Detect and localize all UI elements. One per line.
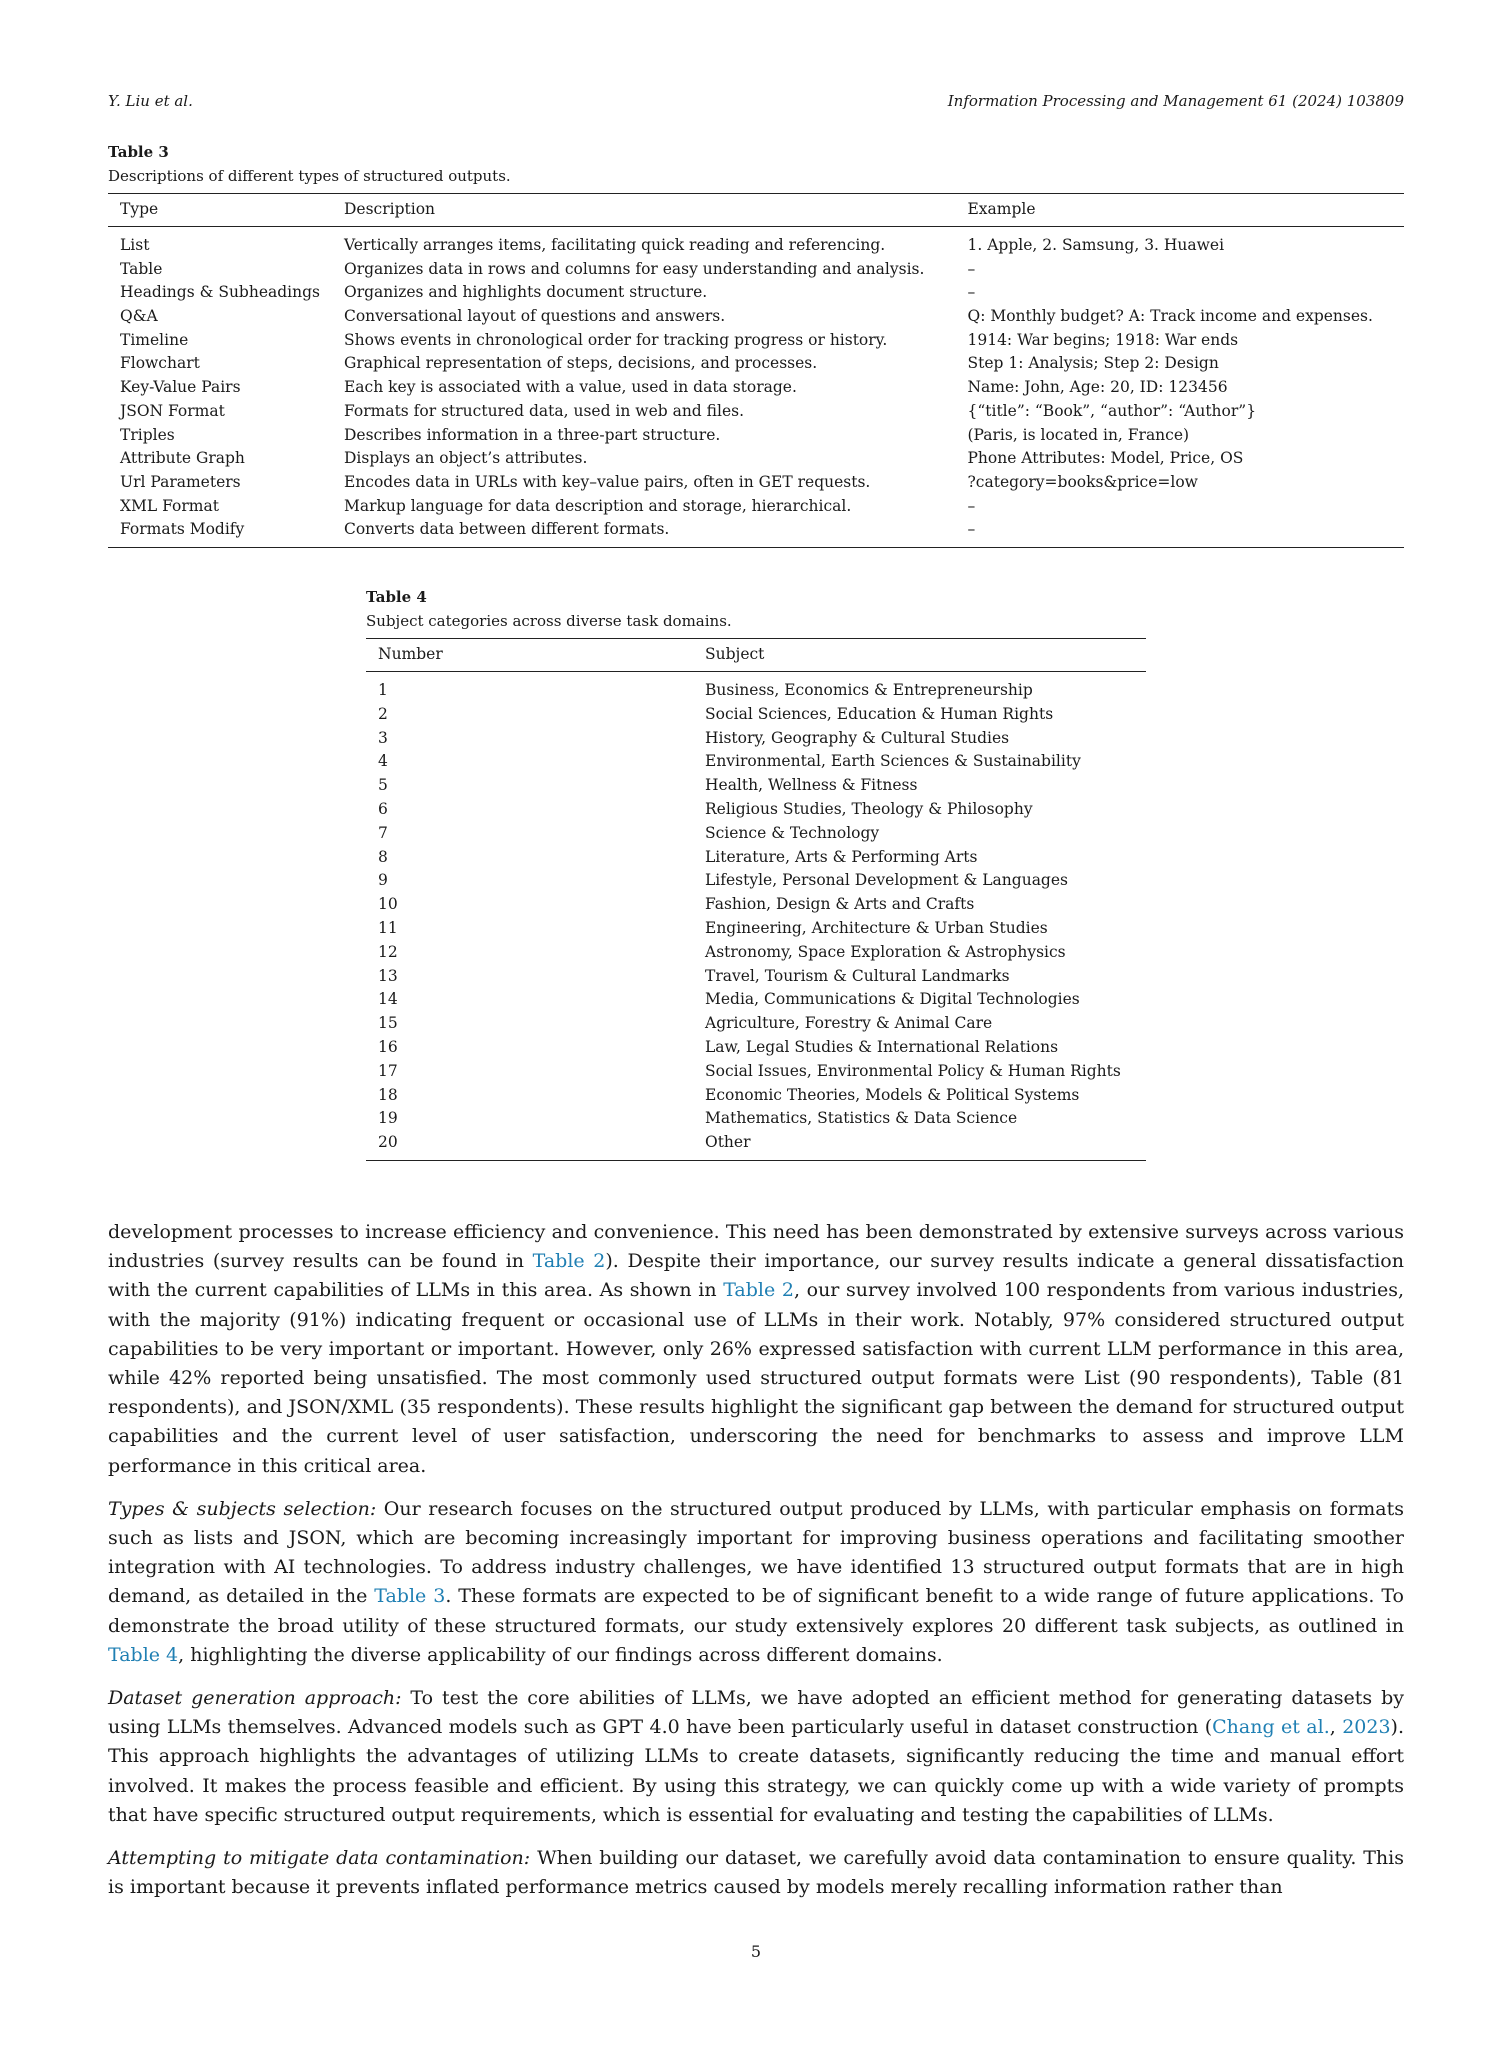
- text-run: ). Despite their importance, our survey results indicate a general dissatisfaction with the current capabilities of LLMs in this area. As shown in: [108, 1250, 1404, 1302]
- table4-row: [366, 847, 1146, 871]
- table4-cell: Environmental, Earth Sciences & Sustainability: [705, 752, 1081, 771]
- table-4-column-header: Subject: [693, 639, 1146, 672]
- paragraph-types-subjects: [108, 1495, 1404, 1670]
- table3-row: [108, 496, 1404, 520]
- table3-cell: Vertically arranges items, facilitating quick reading and referencing.: [343, 236, 886, 254]
- table4-row: [366, 1085, 1146, 1109]
- table4-cell: Fashion, Design & Arts and Crafts: [705, 895, 975, 914]
- table3-row: [108, 306, 1404, 330]
- table4-row: [366, 1013, 1146, 1037]
- table3-cell: 1914: War begins; 1918: War ends: [967, 330, 1239, 349]
- table4-cell: Religious Studies, Theology & Philosophy: [705, 799, 1033, 818]
- table4-cell: 4: [378, 752, 388, 771]
- text-run: ,: [1329, 1716, 1343, 1739]
- table3-cell: Conversational layout of questions and answers.: [343, 307, 726, 326]
- table3-cell: XML Format: [120, 496, 219, 515]
- table4-row: [366, 823, 1146, 847]
- table4-cell: 7: [378, 823, 388, 842]
- table-3-block: [108, 143, 1404, 548]
- citation-link[interactable]: Chang et al.: [1212, 1716, 1330, 1739]
- text-run: To test the core abilities of LLMs, we have adopted an efficient method for generating datasets by using LLMs themselves. Advanced models such as GPT 4.0 have been particularly useful in dataset construction (: [108, 1687, 1404, 1739]
- table3-cell: ?category=books&price=low: [967, 472, 1198, 491]
- table4-row: [366, 894, 1146, 918]
- table4-cell: Science & Technology: [705, 823, 880, 842]
- table3-cell: Formats for structured data, used in web and files.: [343, 401, 745, 420]
- text-run: development processes to increase efficiency and convenience. This need has been demonstrated by extensive surveys across various industries (survey results can be found in: [108, 1221, 1404, 1273]
- table3-row: [108, 519, 1404, 547]
- table4-cell: 8: [378, 847, 388, 866]
- table4-cell: Literature, Arts & Performing Arts: [705, 847, 978, 866]
- table-3-column-header: Description: [332, 194, 956, 227]
- table4-cell: Business, Economics & Entrepreneurship: [705, 681, 1033, 699]
- table-4-column-header: Number: [366, 639, 693, 672]
- table3-cell: Each key is associated with a value, used in data storage.: [343, 378, 797, 397]
- table4-row: [366, 775, 1146, 799]
- table4-cell: Astronomy, Space Exploration & Astrophysics: [705, 942, 1066, 961]
- table3-cell: Key-Value Pairs: [120, 378, 241, 397]
- table-4-caption: Subject categories across diverse task domains.: [366, 612, 732, 630]
- table3-cell: Headings & Subheadings: [120, 283, 320, 302]
- text-run: ). This approach highlights the advantages of utilizing LLMs to create datasets, significantly reducing the time and manual effort involved. It makes the process feasible and efficient. By using this strategy, we can quickly come up with a wide variety of prompts that have specific structured output requirements, which is essential for evaluating and testing the capabilities of LLMs.: [108, 1716, 1404, 1826]
- table4-cell: 5: [378, 776, 388, 795]
- text-run: , highlighting the diverse applicability of our findings across different domains.: [178, 1643, 943, 1666]
- table3-row: [108, 448, 1404, 472]
- table4-cell: 20: [378, 1133, 398, 1152]
- table4-cell: 18: [378, 1085, 398, 1104]
- table3-cell: Graphical representation of steps, decisions, and processes.: [343, 354, 818, 373]
- table4-row: [366, 1061, 1146, 1085]
- table4-row: [366, 966, 1146, 990]
- table3-cell: Describes information in a three-part structure.: [343, 425, 721, 444]
- table4-row: [366, 1108, 1146, 1132]
- table3-cell: 1. Apple, 2. Samsung, 3. Huawei: [967, 236, 1225, 254]
- running-head-authors: Y. Liu et al.: [108, 92, 193, 110]
- table4-row: [366, 989, 1146, 1013]
- table4-cell: 2: [378, 704, 388, 723]
- table3-cell: Organizes and highlights document structure.: [343, 283, 708, 302]
- table3-cell: –: [967, 520, 976, 539]
- table3-row: [108, 472, 1404, 496]
- paragraph-dataset-generation: [108, 1684, 1404, 1830]
- paragraph-lead: Types & subjects selection:: [108, 1497, 377, 1520]
- table3-cell: Encodes data in URLs with key–value pairs, often in GET requests.: [343, 472, 871, 491]
- table-2-link[interactable]: Table 2: [723, 1279, 794, 1302]
- table3-row: [108, 425, 1404, 449]
- table3-cell: {“title”: “Book”, “author”: “Author”}: [967, 401, 1257, 420]
- table-2-link[interactable]: Table 2: [532, 1250, 606, 1273]
- table3-cell: –: [967, 259, 976, 278]
- table4-cell: Social Issues, Environmental Policy & Human Rights: [705, 1061, 1121, 1080]
- table-4: [366, 638, 1146, 1161]
- table3-cell: Table: [120, 259, 163, 278]
- table4-cell: 10: [378, 895, 398, 914]
- table3-cell: (Paris, is located in, France): [967, 425, 1190, 444]
- table3-row: [108, 377, 1404, 401]
- table4-cell: Agriculture, Forestry & Animal Care: [705, 1014, 993, 1033]
- table3-cell: Flowchart: [120, 354, 200, 373]
- table-3-column-header: Type: [108, 194, 332, 227]
- table4-cell: 13: [378, 966, 398, 985]
- text-run: When building our dataset, we carefully avoid data contamination to ensure quality. This is important because it prevents inflated performance metrics caused by models merely recalling information rather than: [108, 1847, 1404, 1899]
- table4-cell: 9: [378, 871, 388, 890]
- paragraph-lead: Attempting to mitigate data contamination:: [108, 1847, 531, 1870]
- table4-cell: 14: [378, 990, 398, 1009]
- citation-year-link[interactable]: 2023: [1342, 1716, 1391, 1739]
- paragraph-contamination: [108, 1844, 1404, 1902]
- running-head: [108, 92, 1404, 116]
- table3-cell: Step 1: Analysis; Step 2: Design: [967, 354, 1219, 373]
- table3-cell: Organizes data in rows and columns for easy understanding and analysis.: [343, 259, 925, 278]
- table3-row: [108, 401, 1404, 425]
- table3-cell: Q: Monthly budget? A: Track income and expenses.: [967, 307, 1373, 326]
- table4-row: [366, 751, 1146, 775]
- table-3-label: Table 3: [108, 143, 169, 161]
- table3-cell: –: [967, 283, 976, 302]
- table4-row: [366, 942, 1146, 966]
- table3-cell: List: [120, 236, 150, 254]
- table-3-caption: Descriptions of different types of structured outputs.: [108, 167, 511, 185]
- table4-cell: History, Geography & Cultural Studies: [705, 728, 1010, 747]
- text-run: Our research focuses on the structured output produced by LLMs, with particular emphasis on formats such as lists and JSON, which are becoming increasingly important for improving business operations and facilitating smoother integration with AI technologies. To address industry challenges, we have identified 13 structured output formats that are in high demand, as detailed in the: [108, 1497, 1405, 1608]
- table3-cell: Name: John, Age: 20, ID: 123456: [967, 378, 1228, 397]
- table3-cell: Displays an object’s attributes.: [343, 449, 588, 468]
- table4-row: [366, 728, 1146, 752]
- table4-cell: 19: [378, 1109, 398, 1128]
- table-4-block: [366, 588, 1146, 1161]
- table3-cell: JSON Format: [120, 401, 225, 420]
- paragraph-survey: [108, 1218, 1404, 1481]
- table4-row: [366, 704, 1146, 728]
- table4-cell: 11: [378, 918, 398, 937]
- text-run: , our survey involved 100 respondents from various industries, with the majority (91%) indicating frequent or occasional use of LLMs in their work. Notably, 97% considered structured output capabilities to be very important or important. However, only 26% expressed satisfaction with current LLM performance in this area, while 42% reported being unsatisfied. The most commonly used structured output formats were List (90 respondents), Table (81 respondents), and JSON/XML (35 respondents). These results highlight the significant gap between the demand for structured output capabilities and the current level of user satisfaction, underscoring the need for benchmarks to assess and improve LLM performance in this critical area.: [108, 1279, 1404, 1477]
- table4-cell: 15: [378, 1014, 398, 1033]
- table3-cell: Attribute Graph: [120, 449, 245, 468]
- table-4-link[interactable]: Table 4: [108, 1643, 179, 1666]
- table3-cell: Timeline: [120, 330, 189, 349]
- table3-row: [108, 227, 1404, 259]
- table4-cell: Lifestyle, Personal Development & Languages: [705, 871, 1068, 890]
- table4-row: [366, 1132, 1146, 1160]
- table-3-column-header: Example: [955, 194, 1404, 227]
- paragraph-lead: Dataset generation approach:: [108, 1687, 402, 1710]
- table4-cell: Law, Legal Studies & International Relations: [705, 1037, 1059, 1056]
- table4-row: [366, 672, 1146, 704]
- table4-row: [366, 799, 1146, 823]
- table-3-header-row: [108, 194, 1404, 227]
- table3-cell: Shows events in chronological order for tracking progress or history.: [343, 330, 888, 349]
- page-number: 5: [750, 1942, 762, 1961]
- table4-cell: 16: [378, 1037, 398, 1056]
- table3-row: [108, 330, 1404, 354]
- table3-row: [108, 353, 1404, 377]
- table3-cell: Q&A: [120, 307, 158, 326]
- table4-cell: 3: [378, 728, 388, 747]
- text-run: . These formats are expected to be of significant benefit to a wide range of future applications. To demonstrate the broad utility of these structured formats, our study extensively explores 20 different task subjects, as outlined in: [108, 1585, 1404, 1637]
- table-3-link[interactable]: Table 3: [374, 1585, 446, 1608]
- table4-cell: Mathematics, Statistics & Data Science: [705, 1109, 1018, 1128]
- table4-cell: Engineering, Architecture & Urban Studies: [705, 918, 1048, 937]
- table4-cell: Health, Wellness & Fitness: [705, 776, 918, 795]
- table4-cell: 6: [378, 799, 388, 818]
- table4-cell: Other: [705, 1133, 751, 1152]
- table4-row: [366, 918, 1146, 942]
- table3-cell: Formats Modify: [120, 520, 245, 539]
- table3-cell: Triples: [120, 425, 175, 444]
- table4-cell: Social Sciences, Education & Human Rights: [705, 704, 1054, 723]
- table3-cell: Phone Attributes: Model, Price, OS: [967, 449, 1244, 468]
- table4-cell: 1: [378, 681, 388, 699]
- table3-row: [108, 282, 1404, 306]
- table-4-label: Table 4: [366, 588, 427, 606]
- running-head-journal: Information Processing and Management 61 (2024) 103809: [947, 92, 1404, 110]
- table4-row: [366, 1037, 1146, 1061]
- table3-cell: Markup language for data description and storage, hierarchical.: [343, 496, 852, 515]
- table-3: [108, 193, 1404, 548]
- table3-cell: Url Parameters: [120, 472, 241, 491]
- table4-cell: Economic Theories, Models & Political Systems: [705, 1085, 1080, 1104]
- table4-cell: Media, Communications & Digital Technologies: [705, 990, 1080, 1009]
- body-text: [108, 1218, 1404, 1916]
- table4-row: [366, 870, 1146, 894]
- table-4-header-row: [366, 639, 1146, 672]
- paper-page: [108, 0, 1404, 2063]
- table4-cell: Travel, Tourism & Cultural Landmarks: [705, 966, 1010, 985]
- table4-cell: 12: [378, 942, 398, 961]
- table3-cell: –: [967, 496, 976, 515]
- table4-cell: 17: [378, 1061, 398, 1080]
- table3-cell: Converts data between different formats.: [343, 520, 670, 539]
- table3-row: [108, 259, 1404, 283]
